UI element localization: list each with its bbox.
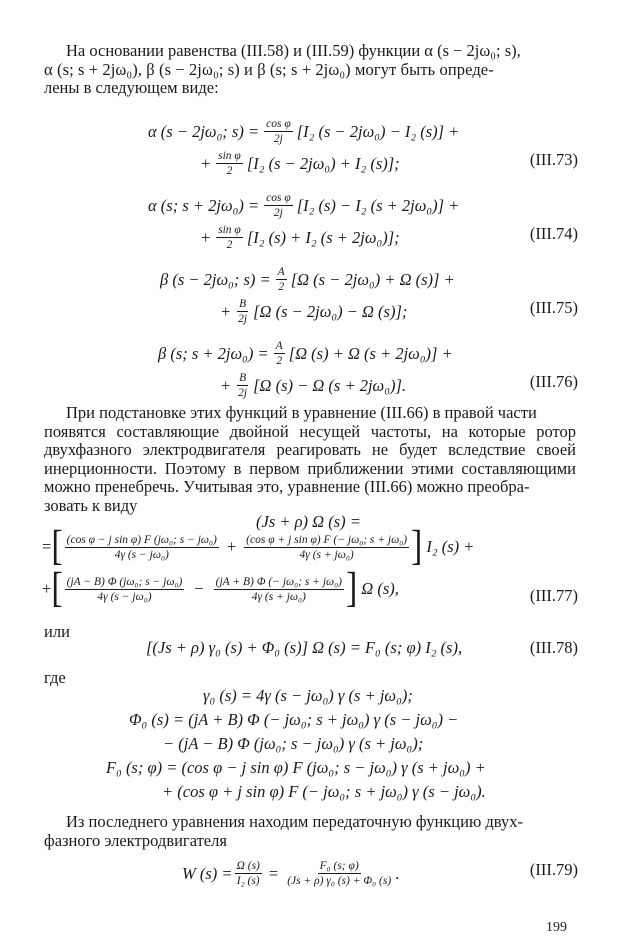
equation-rhs: [I₂ (s) + I₂ (s + 2jω₀)];: [246, 227, 400, 247]
eq79-lhs: W (s) =: [182, 863, 233, 883]
eq79-number: (III.79): [529, 860, 578, 879]
equation-fraction: $\frac{B}{2j}$: [238, 298, 248, 325]
eq79: [182, 860, 399, 887]
equation-row: [220, 372, 406, 399]
equation-rhs: [Ω (s − 2jω₀) + Ω (s)] +: [290, 269, 455, 289]
eq77-right-bracket-2: ]: [345, 565, 358, 612]
equation-lhs: +: [200, 153, 212, 173]
equation-row: [148, 118, 459, 145]
equation-rhs: [I₂ (s) − I₂ (s + 2jω₀)] +: [296, 195, 460, 215]
equation-lhs: α (s; s + 2jω₀) =: [148, 195, 260, 215]
eq77-term4: $\frac{\text{(jA + B) Φ (− jω₀; s + jω₀)}}{\text{4γ (s + jω₀)}}$: [215, 575, 342, 603]
equation-lhs: +: [200, 227, 212, 247]
equation-fraction: $\frac{A}{2}$: [275, 340, 283, 367]
equation-row: [200, 224, 400, 251]
intro-line-1: На основании равенства (III.58) и (III.59) функции α (s − 2jω₀; s),: [66, 41, 521, 60]
equation-rhs: [I₂ (s − 2jω₀) − I₂ (s)] +: [296, 121, 460, 141]
eq77-minus: −: [194, 579, 204, 598]
word-or: или: [44, 622, 70, 641]
eq79-fraction-1: $\frac{\Omega (s)}{\text{I₂ (s)}}$: [236, 860, 260, 887]
def-phi0-line1: Φ₀ (s) = (jA + B) Φ (− jω₀; s + jω₀) γ (s − jω₀) −: [129, 710, 459, 729]
equation-number: (III.76): [529, 372, 578, 391]
transfer-function-paragraph: [44, 813, 576, 850]
def-gamma0: γ₀ (s) = 4γ (s − jω₀) γ (s + jω₀);: [203, 686, 413, 705]
equation-lhs: β (s − 2jω₀; s) =: [160, 269, 271, 289]
equation-lhs: +: [220, 301, 232, 321]
intro-line-3: лены в следующем виде:: [44, 78, 219, 97]
intro-paragraph: [44, 42, 576, 98]
def-phi0-line2: − (jA − B) Φ (jω₀; s − jω₀) γ (s + jω₀);: [163, 734, 424, 753]
equation-fraction: $\frac{A}{2}$: [277, 266, 285, 293]
equation-rhs: [Ω (s) − Ω (s + 2jω₀)].: [253, 375, 406, 395]
para2-first-line: При подстановке этих функций в уравнение (III.66) в правой части: [66, 403, 537, 422]
equation-row: [220, 298, 407, 325]
equation-fraction: $\frac{\text{cos φ}}{2j}$: [266, 118, 291, 145]
para3-last-line: фазного электродвигателя: [44, 830, 227, 850]
equation-fraction: $\frac{\text{cos φ}}{2j}$: [266, 192, 291, 219]
equation-lhs: α (s − 2jω₀; s) =: [148, 121, 260, 141]
equation-lhs: +: [220, 375, 232, 395]
equation-number: (III.73): [529, 150, 578, 169]
equation-lhs: β (s; s + 2jω₀) =: [158, 343, 269, 363]
eq77-plus-2: +: [42, 579, 52, 598]
equation-number: (III.75): [529, 298, 578, 317]
equation-fraction: $\frac{\text{sin φ}}{2}$: [218, 224, 241, 251]
eq79-equal: =: [268, 863, 279, 883]
equation-row: [148, 192, 459, 219]
eq77-right-bracket-1: ]: [411, 523, 423, 570]
para3-first-line: Из последнего уравнения находим передаточную функцию двух-: [66, 812, 524, 831]
para2-last-line: зовать к виду: [44, 495, 138, 515]
eq77-left-bracket-1: [: [51, 523, 63, 570]
eq77-tail2: Ω (s),: [361, 579, 399, 598]
eq77-term3: $\frac{\text{(jA − B) Φ (jω₀; s − jω₀)}}{\text{4γ (s − jω₀)}}$: [66, 575, 183, 603]
eq77-equal-sign: =: [42, 537, 52, 556]
eq77-plus: +: [226, 537, 237, 556]
substitution-paragraph: [44, 404, 576, 515]
equation-rhs: [I₂ (s − 2jω₀) + I₂ (s)];: [246, 153, 400, 173]
intro-line-2: α (s; s + 2jω₀), β (s − 2jω₀; s) и β (s; s + 2jω₀) могут быть опреде-: [44, 59, 494, 79]
def-f0-line1: F₀ (s; φ) = (cos φ − j sin φ) F (jω₀; s − jω₀) γ (s + jω₀) +: [106, 758, 486, 777]
equation-rhs: [Ω (s) + Ω (s + 2jω₀)] +: [288, 343, 453, 363]
equation-row: [158, 340, 453, 367]
page-number: 199: [546, 920, 567, 935]
eq78: [146, 638, 462, 658]
eq77-number: (III.77): [529, 586, 578, 605]
eq79-fraction-2: $\frac{\text{F₀ (s; φ)}}{\text{(Js + ρ) γ₀ (s) + Φ₀ (s)}}$: [287, 860, 392, 887]
para2-body: появятся составляющие двойной несущей частоты, на которые ротор двухфазного электродвигателя реагировать не будет вследствие своей инерционности. Поэтому в первом приближении этими составляющими можно пренебречь. Учитывая это, уравнение (III.66) можно преобра-: [44, 421, 576, 496]
equation-fraction: $\frac{\text{sin φ}}{2}$: [218, 150, 241, 177]
eq79-end: .: [395, 863, 400, 883]
eq77-term2: $\frac{\text{(cos φ + j sin φ) F (− jω₀; s + jω₀)}}{\text{4γ (s + jω₀)}}$: [246, 533, 408, 561]
eq77-head: [256, 512, 361, 532]
eq77-line2: [42, 565, 399, 612]
eq77-line1: [42, 523, 475, 570]
eq77-head-text: (Js + ρ) Ω (s) =: [256, 512, 361, 531]
eq77-left-bracket-2: [: [51, 565, 63, 612]
word-where: где: [44, 668, 66, 687]
eq78-number: (III.78): [529, 638, 578, 657]
equation-rhs: [Ω (s − 2jω₀) − Ω (s)];: [253, 301, 408, 321]
equation-fraction: $\frac{B}{2j}$: [238, 372, 248, 399]
equation-number: (III.74): [529, 224, 578, 243]
eq77-term1: $\frac{\text{(cos φ − j sin φ) F (jω₀; s − jω₀)}}{\text{4γ (s − jω₀)}}$: [66, 533, 217, 561]
eq77-tail1: I₂ (s) +: [426, 537, 475, 556]
def-f0-line2: + (cos φ + j sin φ) F (− jω₀; s + jω₀) γ (s − jω₀).: [162, 782, 486, 801]
equation-row: [160, 266, 455, 293]
equation-row: [200, 150, 400, 177]
eq78-text: [(Js + ρ) γ₀ (s) + Φ₀ (s)] Ω (s) = F₀ (s; φ) I₂ (s),: [146, 638, 463, 657]
